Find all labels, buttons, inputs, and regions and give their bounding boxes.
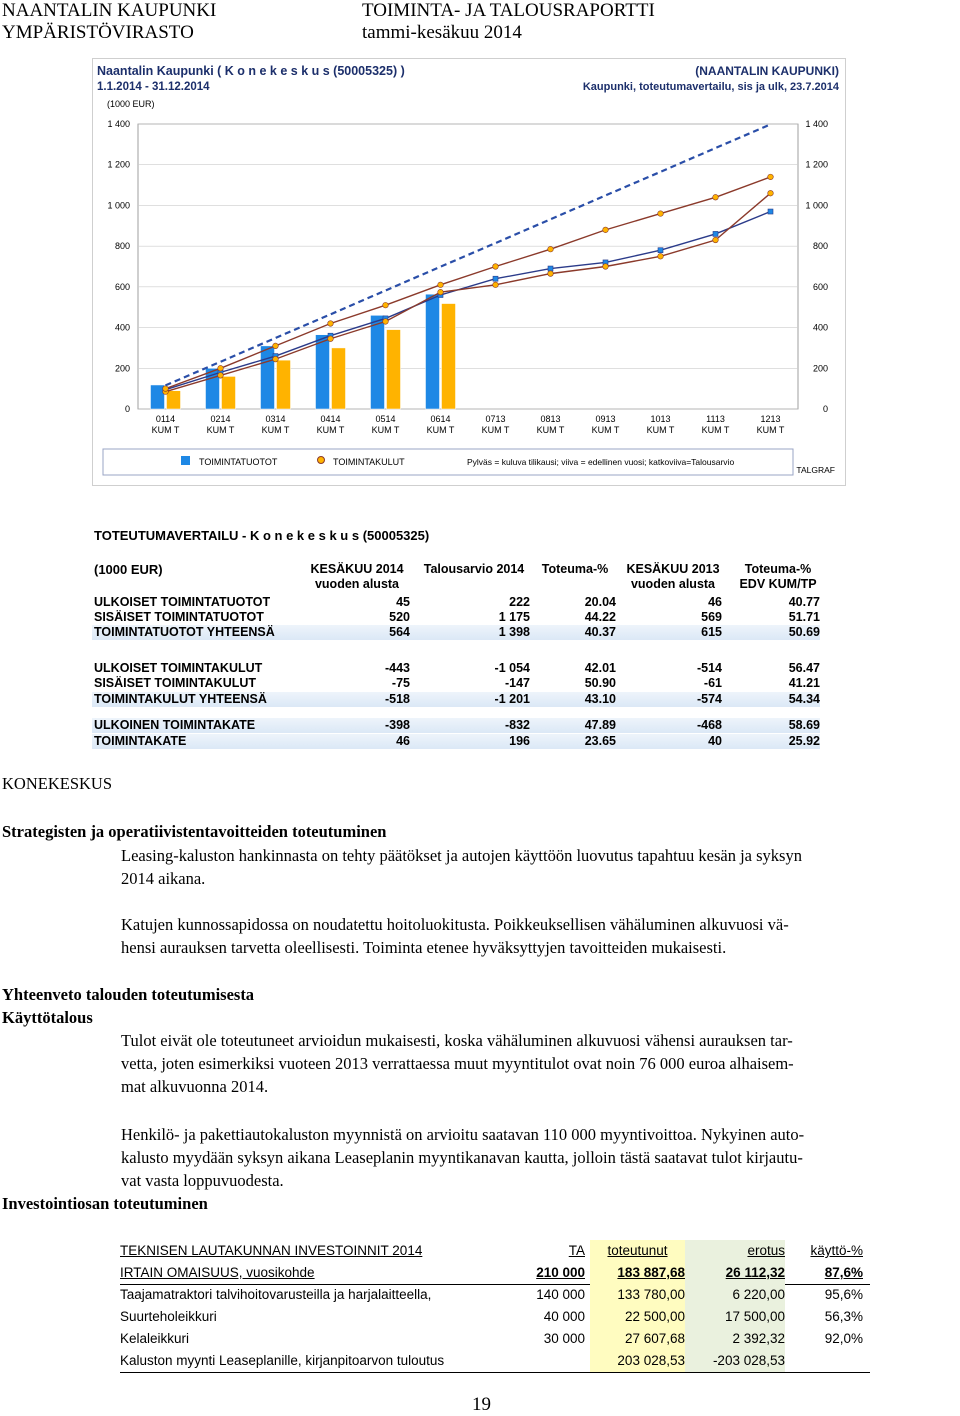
x-tick-label: 0114 (155, 414, 176, 424)
summary-cell: -468 (696, 718, 722, 732)
summary-cell: 25.92 (788, 734, 820, 748)
department-name: YMPÄRISTÖVIRASTO (2, 22, 194, 43)
inv-cell: 26 112,32 (685, 1262, 785, 1284)
y-tick-label-right: 200 (812, 363, 828, 374)
inv-cell: 203 028,53 (590, 1350, 685, 1372)
brand-label: TALGRAF (796, 465, 835, 475)
paragraph-leasing: Leasing-kaluston hankinnasta on tehty päätökset ja autojen käyttöön luovutus tapahtuu kesän ja syksyn 2014 aikana. (121, 846, 802, 888)
line-marker (218, 365, 224, 371)
chart-period: 1.1.2014 - 31.12.2014 (97, 81, 210, 93)
investment-row (120, 1350, 870, 1373)
investment-row (120, 1306, 870, 1328)
x-tick-sublabel: KUM T (151, 425, 180, 435)
header-right (362, 0, 655, 44)
summary-table (92, 520, 842, 752)
line-marker (603, 227, 609, 233)
summary-row (92, 661, 820, 676)
paragraph-tulot: Tulot eivät ole toteutuneet arvioidun mukaisesti, koska vähäluminen alkuvuosi vähensi aurauksen tar- vetta, joten esimerkiksi vuoteen 2013 verrattaessa muut myyntitulot ovat noin 76 000 euroa alhaisem- mat alkuvuonna 2014. (121, 1031, 794, 1096)
line-marker (273, 343, 279, 349)
line-marker (328, 321, 334, 327)
inv-item-label (120, 1328, 525, 1350)
bar-kulut (222, 376, 236, 409)
x-tick-label: 0813 (540, 414, 561, 424)
chart-panel (92, 58, 846, 486)
x-tick-sublabel: KUM T (591, 425, 620, 435)
line-marker (548, 246, 554, 252)
chart-org: (NAANTALIN KAUPUNKI) (695, 64, 839, 78)
report-period: tammi-kesäkuu 2014 (362, 22, 522, 43)
org-name: NAANTALIN KAUPUNKI (2, 0, 217, 21)
x-tick-label: 1113 (706, 414, 725, 424)
line-marker (768, 174, 774, 180)
summary-cell: 58.69 (788, 718, 820, 732)
summary-cell: -1 054 (494, 661, 530, 675)
x-tick-label: 0713 (485, 414, 506, 424)
line-marker (658, 211, 664, 217)
paragraph-katujen: Katujen kunnossapidossa on noudatettu hoitoluokitusta. Poikkeuksellisen vähäluminen alkuvuosi vä- hensi aurauksen tarvetta oleellisesti. Toiminta etenee hyväksyttyjen tavoitteiden mukaisesti. (121, 915, 789, 957)
inv-head-kaytto: käyttö-% (810, 1243, 863, 1258)
summary-cell: 196 (509, 734, 530, 748)
summary-row-label: TOIMINTAKULUT YHTEENSÄ (94, 692, 267, 706)
grid (138, 124, 798, 409)
y-tick-label-left: 200 (114, 363, 130, 374)
inv-cell: 95,6% (824, 1287, 863, 1302)
line-marker (548, 271, 554, 277)
summary-cell: 569 (701, 610, 722, 624)
inv-cell: 92,0% (824, 1331, 863, 1346)
section-konekeskus: KONEKESKUS (2, 774, 113, 793)
inv-item-name: IRTAIN OMAISUUS, (120, 1265, 243, 1280)
summary-cell: 44.22 (584, 610, 616, 624)
col-toteuma: Toteuma-% (541, 562, 609, 576)
summary-cell: 564 (389, 625, 410, 639)
inv-cell: 2 392,32 (685, 1328, 785, 1350)
chart-unit: (1000 EUR) (107, 99, 155, 109)
y-tick-label-right: 800 (812, 241, 828, 252)
legend-dot-icon (318, 457, 325, 464)
inv-cell: 87,6% (824, 1265, 863, 1280)
x-tick-sublabel: KUM T (756, 425, 785, 435)
inv-item-name: Kaluston myynti Leaseplanille, kirjanpitoarvon tuloutus (120, 1353, 445, 1368)
inv-item-name: Kelaleikkuri (120, 1331, 190, 1346)
legend-tuotot: TOIMINTATUOTOT (199, 457, 278, 467)
line-marker (438, 282, 444, 288)
summary-cell: 50.69 (788, 625, 820, 639)
line-marker (713, 231, 718, 236)
summary-cell: -398 (384, 718, 410, 732)
y-tick-label-left: 1 200 (107, 159, 130, 170)
line-marker (603, 264, 609, 270)
bar-tuotot (261, 346, 275, 409)
y-tick-label-left: 1 400 (107, 119, 130, 129)
y-tick-label-right: 400 (812, 322, 828, 333)
summary-cell: -518 (384, 692, 410, 706)
summary-row (92, 595, 820, 610)
summary-row (92, 625, 820, 640)
col-kesakuu-2013: KESÄKUU 2013 vuoden alusta (626, 562, 720, 591)
summary-cell: 45 (396, 595, 410, 609)
legend-bar-icon (181, 456, 190, 465)
x-tick-sublabel: KUM T (261, 425, 290, 435)
y-tick-label-right: 600 (812, 281, 828, 292)
heading-yhteenveto: Yhteenveto talouden toteutumisesta (2, 985, 255, 1004)
page-number: 19 (472, 1394, 491, 1415)
summary-cell: 1 398 (498, 625, 530, 639)
summary-cell: 23.65 (584, 734, 616, 748)
summary-row (92, 676, 820, 691)
summary-row-label: SISÄISET TOIMINTATUOTOT (94, 610, 264, 624)
inv-cell (785, 1350, 863, 1372)
bar-kulut (387, 330, 401, 409)
paragraph-myynti: Henkilö- ja pakettiautokaluston myynnistä on arvioitu saatavan 110 000 myyntivoittoa. Nykyinen auto- kalusto myydään syksyn aikana Leaseplanin myyntikanavan kautta, jolloin tästä saatavat tulot kirjautu- vat vasta loppuvuodesta. (121, 1125, 805, 1190)
summary-cell: -75 (391, 676, 410, 690)
x-tick-sublabel: KUM T (316, 425, 345, 435)
inv-item-label (120, 1350, 525, 1372)
summary-row-label: TOIMINTATUOTOT YHTEENSÄ (94, 625, 275, 639)
summary-cell: 40 (708, 734, 722, 748)
x-tick-label: 0514 (375, 414, 396, 424)
summary-row-label: TOIMINTAKATE (94, 734, 187, 748)
line-marker (548, 266, 553, 271)
inv-head-toteutunut: toteutunut (590, 1240, 685, 1262)
x-axis-ticks (152, 414, 785, 435)
chart-title: Naantalin Kaupunki ( K o n e k e s k u s (50005325) ) (97, 64, 405, 78)
inv-cell (525, 1350, 585, 1372)
inv-cell: 30 000 (543, 1331, 585, 1346)
summary-cell: 615 (701, 625, 722, 639)
inv-item-name: Suurteholeikkuri (120, 1309, 217, 1324)
inv-item-suffix: vuosikohde (242, 1265, 315, 1280)
inv-item-label (120, 1284, 525, 1306)
bar-tuotot (151, 385, 165, 409)
line-marker (493, 264, 499, 270)
y-tick-label-right: 1 200 (805, 159, 828, 170)
line-marker (768, 190, 774, 196)
summary-row (92, 734, 820, 749)
line-marker (383, 302, 389, 308)
bar-kulut (332, 348, 346, 409)
chart-subtitle: Kaupunki, toteutumavertailu, sis ja ulk, 23.7.2014 (582, 81, 839, 93)
summary-row (92, 718, 820, 733)
x-tick-label: 0314 (265, 414, 286, 424)
prev-year-line (166, 212, 771, 390)
inv-cell: 40 000 (543, 1309, 585, 1324)
x-tick-sublabel: KUM T (646, 425, 675, 435)
summary-cell: 41.21 (788, 676, 820, 690)
summary-cell: 520 (389, 610, 410, 624)
x-tick-sublabel: KUM T (481, 425, 510, 435)
y-tick-label-right: 1 000 (805, 200, 828, 211)
summary-row-label: ULKOISET TOIMINTAKULUT (94, 661, 263, 675)
summary-cell: 50.90 (584, 676, 616, 690)
line-marker (218, 373, 224, 379)
summary-cell: -832 (504, 718, 530, 732)
y-tick-label-left: 0 (124, 404, 130, 414)
inv-item-label (120, 1262, 525, 1284)
summary-cell: -147 (504, 676, 530, 690)
inv-head-ta: TA (568, 1243, 585, 1258)
summary-row (92, 610, 820, 625)
bar-tuotot (426, 294, 440, 409)
legend-note: Pylväs = kuluva tilikausi; viiva = edellinen vuosi; katkoviiva=Talousarvio (467, 457, 735, 467)
summary-row-label: ULKOINEN TOIMINTAKATE (94, 718, 256, 732)
line-marker (493, 282, 499, 288)
x-tick-sublabel: KUM T (371, 425, 400, 435)
bar-tuotot (316, 335, 330, 409)
line-marker (658, 248, 663, 253)
inv-cell: 56,3% (824, 1309, 863, 1324)
bar-kulut (167, 391, 181, 409)
summary-cell: 56.47 (788, 661, 820, 675)
inv-cell: 27 607,68 (590, 1328, 685, 1350)
bar-kulut (277, 360, 291, 409)
y-tick-label-left: 1 000 (107, 200, 130, 211)
summary-cell: 46 (708, 595, 722, 609)
investment-row (120, 1328, 870, 1350)
x-tick-sublabel: KUM T (536, 425, 565, 435)
heading-strategiset: Strategisten ja operatiivistentavoitteiden toteutuminen (2, 822, 387, 841)
investment-header-row (120, 1240, 870, 1262)
x-tick-sublabel: KUM T (426, 425, 455, 435)
line-marker (438, 289, 444, 295)
summary-cell: 222 (509, 595, 530, 609)
investment-row (120, 1284, 870, 1306)
x-tick-sublabel: KUM T (206, 425, 235, 435)
bars (151, 294, 456, 409)
summary-row (92, 692, 820, 707)
inv-item-name: Taajamatraktori talvihoitovarusteilla ja harjalaitteella, (120, 1287, 432, 1302)
line-marker (493, 276, 498, 281)
line-marker (328, 336, 334, 342)
line-marker (713, 237, 719, 243)
inv-item-label (120, 1306, 525, 1328)
budget-line (166, 124, 771, 385)
summary-cell: -61 (703, 676, 722, 690)
x-tick-label: 0913 (595, 414, 616, 424)
line-marker (273, 356, 279, 362)
x-tick-label: 1213 (760, 414, 781, 424)
summary-row-label: ULKOISET TOIMINTATUOTOT (94, 595, 271, 609)
y-tick-label-left: 400 (114, 322, 130, 333)
x-tick-label: 0414 (320, 414, 341, 424)
summary-cell: 54.34 (788, 692, 820, 706)
x-tick-label: 0214 (210, 414, 231, 424)
bar-kulut (442, 304, 456, 409)
x-tick-sublabel: KUM T (701, 425, 730, 435)
prev-year-line (166, 177, 771, 389)
line-marker (383, 319, 389, 325)
summary-row-label: SISÄISET TOIMINTAKULUT (94, 676, 257, 690)
summary-title: TOTEUTUMAVERTAILU - K o n e k e s k u s (50005325) (94, 528, 430, 543)
plot-frame (138, 124, 798, 409)
summary-cell: 40.77 (788, 595, 820, 609)
toteuma-chart (93, 59, 845, 485)
heading-investointi: Investointiosan toteutuminen (2, 1194, 208, 1213)
inv-cell: 133 780,00 (590, 1284, 685, 1306)
inv-cell: -203 028,53 (685, 1350, 785, 1372)
summary-cell: 20.04 (584, 595, 616, 609)
heading-kayttotalous: Käyttötalous (2, 1008, 93, 1027)
inv-cell: 183 887,68 (590, 1262, 685, 1284)
inv-cell: 22 500,00 (590, 1306, 685, 1328)
y-tick-label-right: 0 (822, 404, 828, 414)
line-marker (658, 254, 664, 260)
x-tick-label: 0614 (430, 414, 451, 424)
col-toteuma-edv: Toteuma-% EDV KUM/TP (739, 562, 817, 591)
legend-kulut: TOIMINTAKULUT (333, 457, 405, 467)
summary-cell: -574 (696, 692, 722, 706)
inv-cell: 17 500,00 (685, 1306, 785, 1328)
inv-head-title: TEKNISEN LAUTAKUNNAN INVESTOINNIT 2014 (120, 1243, 423, 1258)
report-title: TOIMINTA- JA TALOUSRAPORTTI (362, 0, 655, 21)
inv-head-erotus: erotus (685, 1240, 785, 1262)
line-marker (163, 386, 169, 392)
summary-cell: 51.71 (788, 610, 820, 624)
col-talousarvio: Talousarvio 2014 (423, 562, 525, 576)
line-marker (713, 194, 719, 200)
inv-cell: 140 000 (536, 1287, 585, 1302)
x-tick-label: 1013 (650, 414, 671, 424)
summary-cell: -514 (696, 661, 722, 675)
col-kesakuu-2014: KESÄKUU 2014 vuoden alusta (310, 562, 404, 591)
summary-unit: (1000 EUR) (94, 562, 163, 577)
summary-cell: 1 175 (498, 610, 530, 624)
summary-cell: 46 (396, 734, 410, 748)
summary-cell: -443 (384, 661, 410, 675)
summary-cell: 43.10 (584, 692, 616, 706)
summary-cell: 42.01 (584, 661, 616, 675)
y-tick-label-right: 1 400 (805, 119, 828, 129)
inv-cell: 6 220,00 (685, 1284, 785, 1306)
header-left (2, 0, 216, 44)
summary-cell: 40.37 (584, 625, 616, 639)
y-tick-label-left: 600 (114, 281, 130, 292)
y-tick-label-left: 800 (114, 241, 130, 252)
summary-cell: -1 201 (494, 692, 530, 706)
bar-tuotot (371, 315, 385, 409)
summary-cell: 47.89 (584, 718, 616, 732)
investment-row (120, 1262, 870, 1285)
inv-cell: 210 000 (536, 1265, 585, 1280)
line-marker (768, 209, 773, 214)
